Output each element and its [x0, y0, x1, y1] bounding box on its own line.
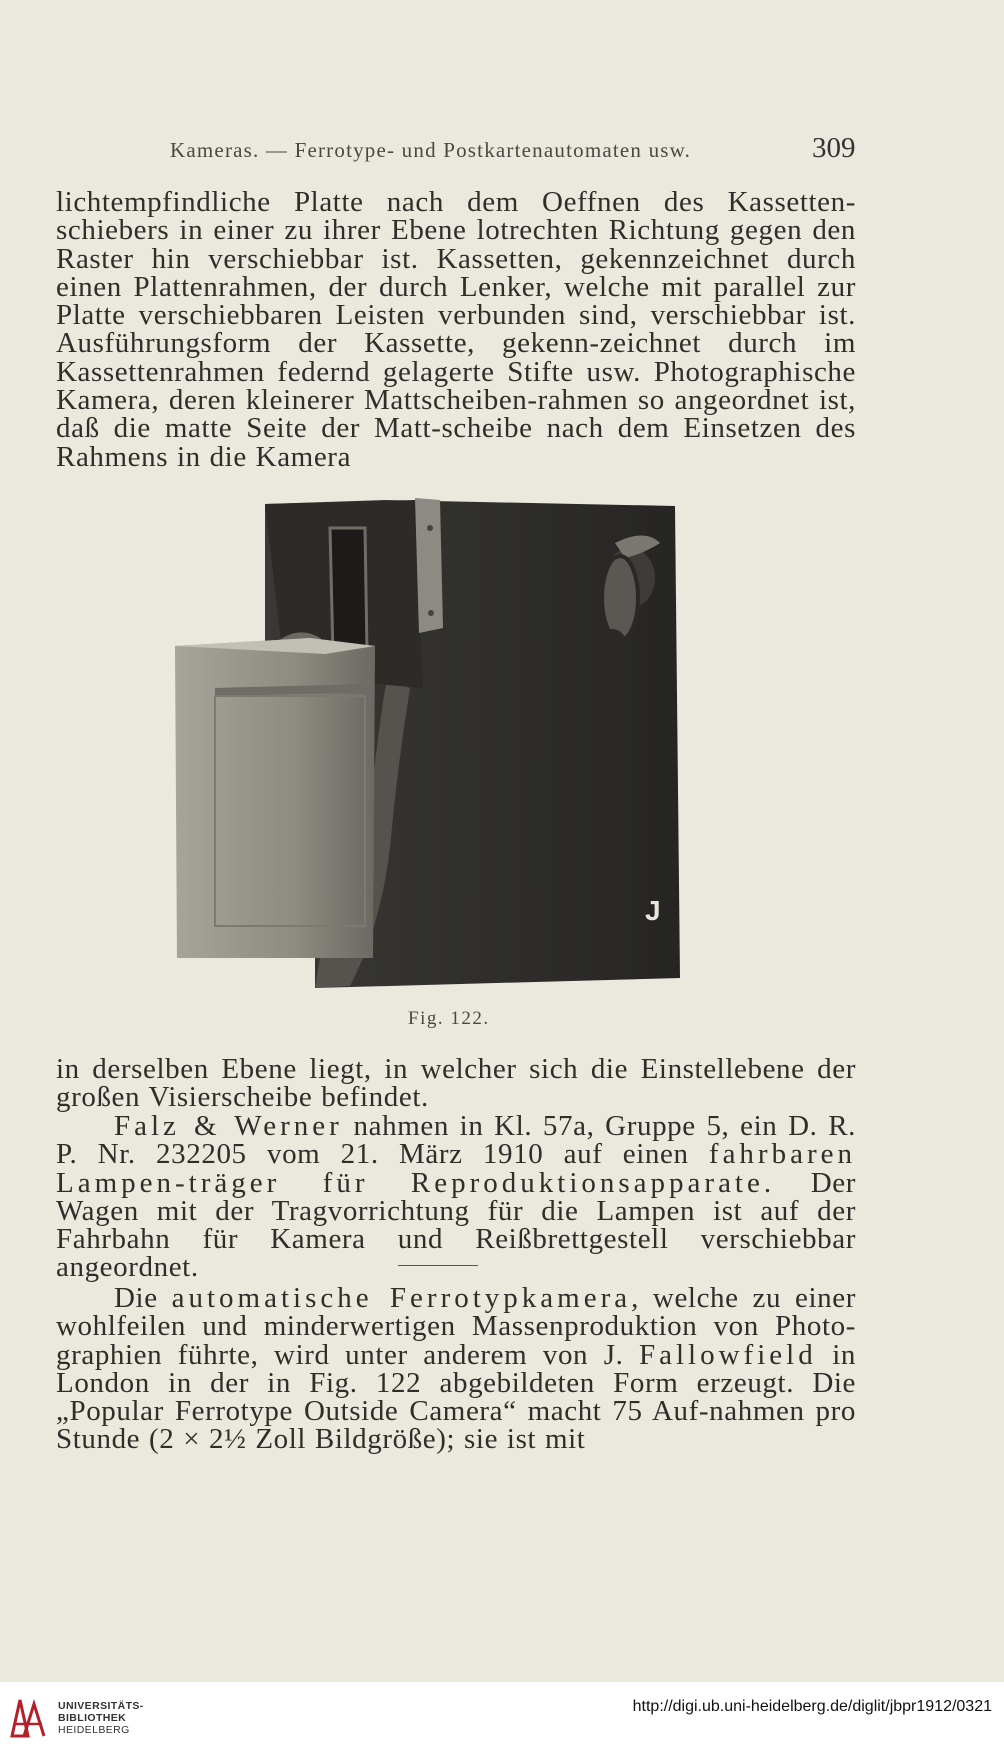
institution-line: BIBLIOTHEK	[58, 1712, 127, 1724]
section-divider	[398, 1265, 478, 1266]
page-number: 309	[812, 132, 856, 164]
spaced-term: fahrbaren Lampen-träger für Reproduktionsapparate	[56, 1138, 856, 1199]
camera-illustration	[175, 488, 750, 1003]
paragraph-text: in London in der in Fig. 122 abgebildeten Form erzeugt. Die „Popular Ferrotype Outside Camera“ macht 75 Auf-nahmen pro Stunde (2 × 2½ Zoll Bildgröße); sie ist mit	[56, 1338, 857, 1456]
institution-line: HEIDELBERG	[58, 1724, 130, 1736]
spaced-name: Falz & Werner	[114, 1110, 343, 1142]
institution-line: UNIVERSITÄTS-	[58, 1700, 144, 1712]
paragraph-1: lichtempfindliche Platte nach dem Oeffnen des Kassetten-schiebers in einer zu ihrer Ebene lotrechten Richtung gegen den Raster hin verschiebbar ist. Kassetten, gekennzeichnet durch einen Plattenrahmen, der durch Lenker, welche mit parallel zur Platte verschiebbaren Leisten verbunden sind, verschiebbar ist. Ausführungsform der Kassette, gekenn-zeichnet durch im Kassettenrahmen federnd gelagerte Stifte usw. Photographische Kamera, deren kleinerer Mattscheiben-rahmen so angeordnet ist, daß die matte Seite der Matt-scheibe nach dem Einsetzen des Rahmens in die Kamera	[56, 186, 856, 473]
library-footer	[0, 1682, 1004, 1754]
paragraph-4	[56, 1284, 856, 1454]
spaced-name: Fallowfield	[639, 1338, 817, 1371]
paragraph-text: Die	[114, 1282, 172, 1314]
paragraph-3	[56, 1112, 856, 1282]
running-head: Kameras. — Ferrotype- und Postkartenautomaten usw.	[170, 138, 692, 162]
paragraph-text: , welche zu einer wohlfeilen und minderwertigen Massenproduktion von Photo-graphien führte, wird unter anderem von J.	[56, 1282, 856, 1371]
source-url-link[interactable]: http://digi.ub.uni-heidelberg.de/diglit/jbpr1912/0321	[632, 1698, 992, 1715]
institution-name	[58, 1700, 144, 1736]
spaced-term: automatische Ferrotypkamera	[171, 1282, 632, 1314]
paragraph-text: . Der Wagen mit der Tragvorrichtung für die Lampen ist auf der Fahrbahn für Kamera und Reißbrettgestell verschiebbar angeordnet.	[56, 1166, 856, 1284]
figure-caption: Fig. 122.	[408, 1008, 490, 1029]
paragraph-2: in derselben Ebene liegt, in welcher sich die Einstellebene der großen Visierscheibe befindet.	[56, 1053, 856, 1114]
svg-text:J: J	[645, 895, 661, 926]
paragraph-text: nahmen in Kl. 57a, Gruppe 5, ein D. R. P. Nr. 232205 vom 21. März 1910 auf einen	[56, 1110, 856, 1171]
ub-heidelberg-logo-icon[interactable]	[8, 1696, 50, 1740]
